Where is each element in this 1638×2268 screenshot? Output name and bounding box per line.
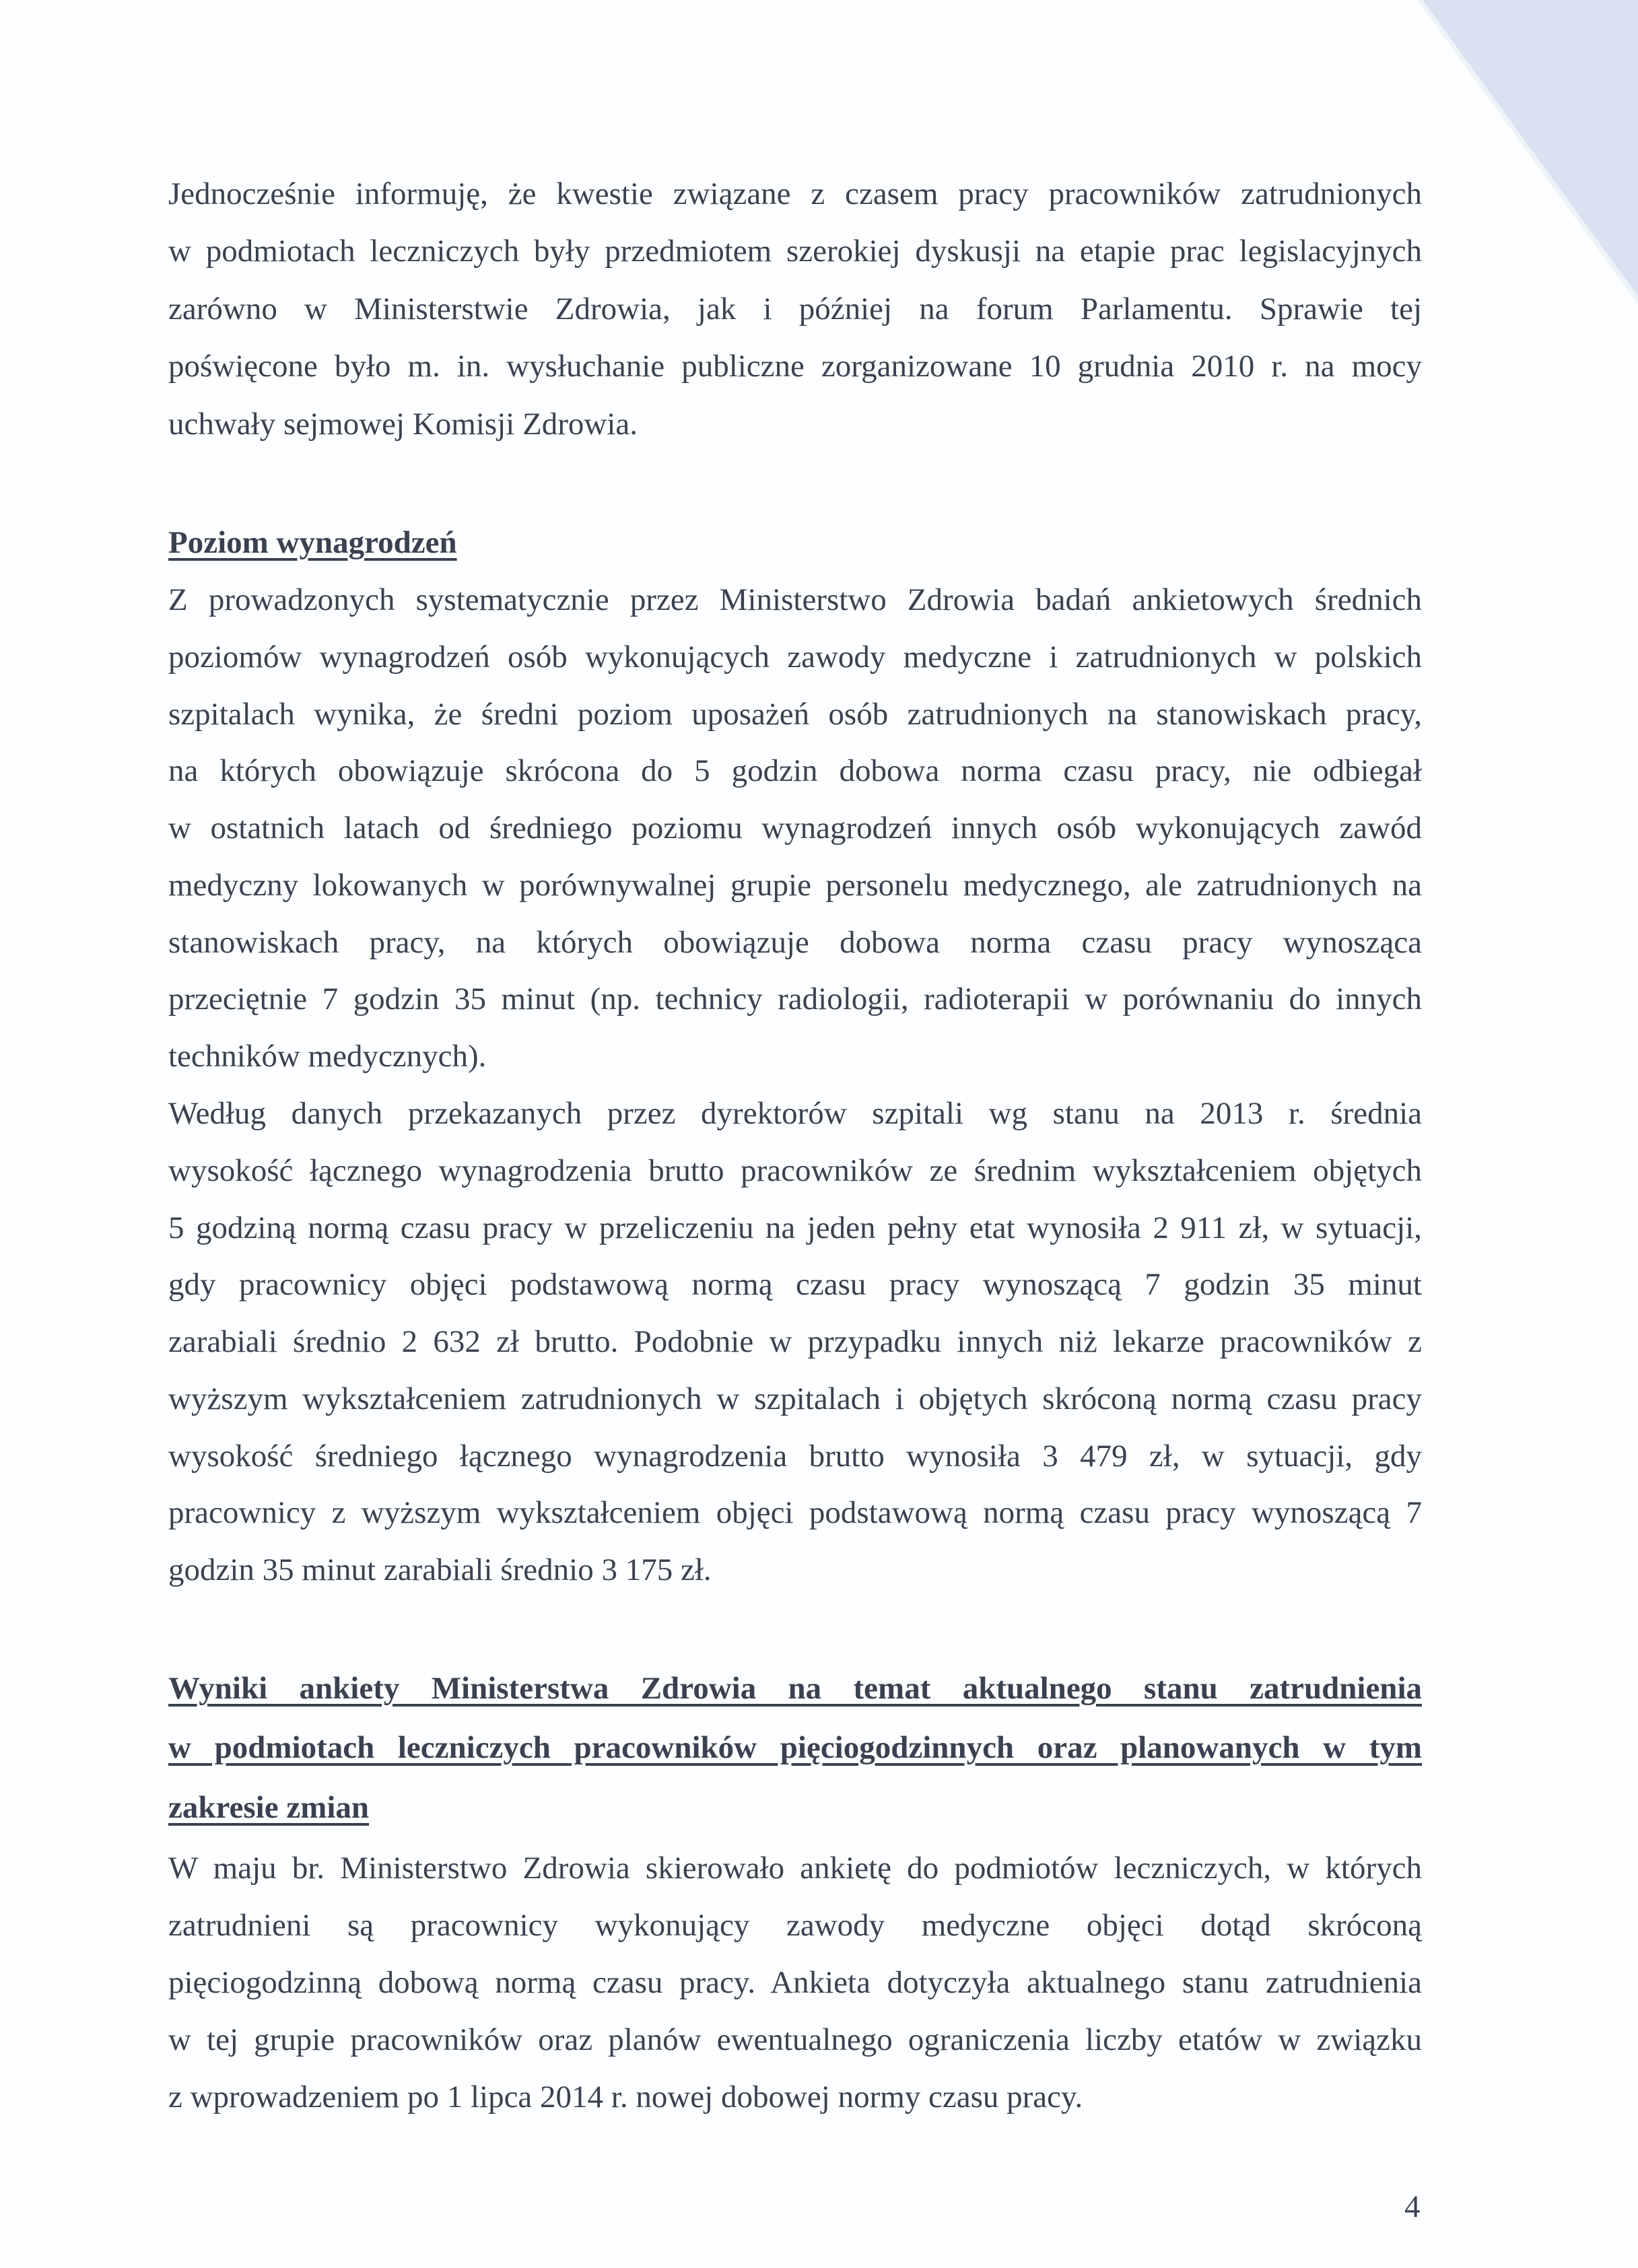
section-heading: w podmiotach leczniczych pracowników pięciogodzinnych oraz planowanych w tym — [168, 1730, 1422, 1765]
text-line: wysokość średniego łącznego wynagrodzenia brutto wynosiła 3 479 zł, w sytuacji, gdy — [168, 1439, 1422, 1474]
text-line: poświęcone było m. in. wysłuchanie publiczne zorganizowane 10 grudnia 2010 r. na mocy — [168, 349, 1422, 384]
text-line: Według danych przekazanych przez dyrektorów szpitali wg stanu na 2013 r. średnia — [168, 1096, 1422, 1131]
folded-page-corner — [1423, 0, 1638, 296]
text-line: w podmiotach leczniczych były przedmiotem szerokiej dyskusji na etapie prac legislacyjnych — [168, 234, 1422, 269]
text-line: godzin 35 minut zarabiali średnio 3 175 zł. — [168, 1552, 712, 1587]
text-line: poziomów wynagrodzeń osób wykonujących zawody medyczne i zatrudnionych w polskich — [168, 640, 1422, 675]
text-line: zatrudnieni są pracownicy wykonujący zawody medyczne objęci dotąd skróconą — [168, 1908, 1422, 1943]
text-line: w ostatnich latach od średniego poziomu wynagrodzeń innych osób wykonujących zawód — [168, 811, 1422, 846]
text-line: w tej grupie pracowników oraz planów ewentualnego ograniczenia liczby etatów w związku — [168, 2022, 1422, 2057]
text-line: Jednocześnie informuję, że kwestie związane z czasem pracy pracowników zatrudnionych — [168, 176, 1422, 211]
text-line: Z prowadzonych systematycznie przez Ministerstwo Zdrowia badań ankietowych średnich — [168, 582, 1422, 617]
text-line: wyższym wykształceniem zatrudnionych w szpitalach i objętych skróconą normą czasu pracy — [168, 1381, 1422, 1416]
text-line: z wprowadzeniem po 1 lipca 2014 r. nowej dobowej normy czasu pracy. — [168, 2080, 1083, 2115]
text-line: stanowiskach pracy, na których obowiązuje dobowa norma czasu pracy wynosząca — [168, 925, 1422, 960]
text-line: przeciętnie 7 godzin 35 minut (np. technicy radiologii, radioterapii w porównaniu do innych — [168, 982, 1422, 1017]
section-heading: zakresie zmian — [168, 1790, 370, 1825]
text-line: gdy pracownicy objęci podstawową normą czasu pracy wynoszącą 7 godzin 35 minut — [168, 1267, 1422, 1302]
text-line: zarówno w Ministerstwie Zdrowia, jak i później na forum Parlamentu. Sprawie tej — [168, 291, 1422, 327]
text-line: szpitalach wynika, że średni poziom uposażeń osób zatrudnionych na stanowiskach pracy, — [168, 697, 1422, 732]
text-line: pięciogodzinną dobową normą czasu pracy. Ankieta dotyczyła aktualnego stanu zatrudnienia — [168, 1965, 1422, 2000]
text-line: medyczny lokowanych w porównywalnej grupie personelu medycznego, ale zatrudnionych na — [168, 868, 1422, 903]
text-line: wysokość łącznego wynagrodzenia brutto pracowników ze średnim wykształceniem objętych — [168, 1153, 1422, 1188]
section-heading: Wyniki ankiety Ministerstwa Zdrowia na temat aktualnego stanu zatrudnienia — [168, 1671, 1422, 1706]
text-line: zarabiali średnio 2 632 zł brutto. Podobnie w przypadku innych niż lekarze pracowników z — [168, 1324, 1422, 1359]
text-line: na których obowiązuje skrócona do 5 godzin dobowa norma czasu pracy, nie odbiegał — [168, 753, 1422, 788]
text-line: techników medycznych). — [168, 1039, 487, 1074]
text-line: pracownicy z wyższym wykształceniem objęci podstawową normą czasu pracy wynoszącą 7 — [168, 1495, 1422, 1530]
text-line: W maju br. Ministerstwo Zdrowia skierowało ankietę do podmiotów leczniczych, w których — [168, 1851, 1422, 1886]
page-number: 4 — [1404, 2189, 1421, 2224]
text-line: uchwały sejmowej Komisji Zdrowia. — [168, 407, 638, 442]
section-heading: Poziom wynagrodzeń — [168, 525, 457, 560]
text-line: 5 godziną normą czasu pracy w przeliczeniu na jeden pełny etat wynosiła 2 911 zł, w sytuacji, — [168, 1210, 1422, 1245]
